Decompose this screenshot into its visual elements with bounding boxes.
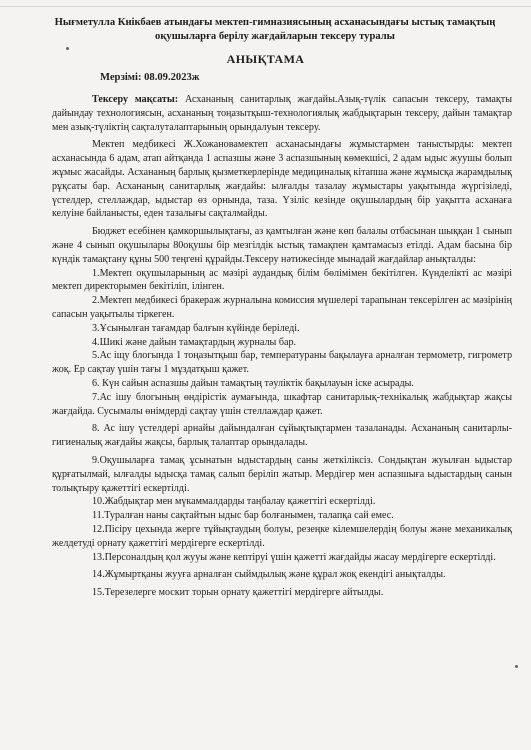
finding-item: 3.Ұсынылған тағамдар балғын күйінде беріледі. [92, 322, 300, 334]
purpose-paragraph [52, 93, 512, 134]
finding-item: 11.Туралған наны сақтайтын ыдыс бар болғанымен, талапқа сай емес. [92, 510, 394, 522]
purpose-text: Асхананың санитарлық жағдайы.Азық-түлік сапасын тексеру, тамақты дайындау технологиясын, асхананың тоңазытқыш-технологиялық жабдықтарын тексеру, дайын тамақтар мен азық-түліктің сақталуталаптарының орындалуын тексеру. [52, 94, 512, 133]
finding-item: 6. Күн сайын аспазшы дайын тамақтың тәуліктік бақылауын іске асырады. [92, 377, 414, 389]
finding-item: 10.Жабдықтар мен мүкаммалдарды таңбалау қажеттігі ескертілді. [92, 496, 376, 508]
header-title: Нығметулла Кнікбаев атындағы мектеп-гимназиясының асханасындағы ыстық тамақтың оқушыларға берілу жағдайларын тексеру туралы [54, 17, 496, 42]
document-body [52, 93, 512, 600]
finding-item: 7.Ас ішу блогының өндірістік аумағында, шкафтар санитарлық-технікалық жабдықтар жақсы жағдайда. Сусымалы өнімдерді сақтау үшін стеллаждар қажет. [52, 391, 512, 417]
finding-item: 2.Мектеп медбикесі бракераж журналына комиссия мүшелері тарапынан тексерілген ас мәзірінің сапасын уақытылы тіркеген. [52, 295, 512, 320]
finding-item: 4.Шикі және дайын тамақтардың журналы бар. [92, 336, 297, 348]
finding-item: 13.Персоналдың қол жууы және кептіруі үшін қажетті жағдайды жасау мердігерге ескертілді. [92, 551, 496, 563]
finding-item: 1.Мектеп оқушыларының ас мәзірі аудандық білім бөлімімен бекітілген. Күнделікті ас мәзірі мектеп директорымен бекітіліп, ілінген. [52, 267, 512, 293]
document-title: АНЫҚТАМА [226, 52, 305, 66]
scan-speck [515, 665, 518, 668]
finding-item: 5.Ас іщу блогында 1 тоңазытқыш бар, температураны бақылауға арналған термометр, гигрометр жоқ. Ер сақтау үшін тағы 1 мұздатқыш қажет. [52, 350, 512, 376]
budget-paragraph: Бюджет есебінен қамкоршылықтағы, аз қамтылған және көп балалы отбасынан шыққан 1 сынып және 4 сынып оқушылары 80оқушы бір мезгілдік ыстық тамақпен қамтамасыз етілді. Адам басына бір күндік тамақтану құны 500 теңгені құрайды.Тексеру нәтижесінде мынадай жағдайлар анықталды: [52, 226, 512, 265]
scan-edge [0, 6, 531, 7]
staff-paragraph: Мектеп медбикесі Ж.Хожановамектеп асханасындағы жұмыстармен таныстырды: мектеп асханасында 6 адам, атап айтқанда 1 аспазшы және 3 аспазшының көмекшісі, 2 адам ыдыс жуушы болып жұмыс жасайды. Асхананың барлық қызметкерлерінде медициналық кітапша және жұмысқа жарамдылық рұқсаты бар. Асхананың санитарлық жағдайы: ылғалды тазалау жұмыстары уақытында жүргізіледі, үстелдер, стеллаждар, ыдыстар өз орнында, таза. Үзіліс кезінде оқушылардың бір уақытта асханаға келуіне байланысты, еден тазалығы сақталмайды. [52, 139, 512, 220]
finding-item: 12.Пісіру цехында жерге тұйықтаудың болуы, резеңке кілемшелердің болуы және механикалық желдетуді орнату қажеттігі мердігерге ескертілді. [52, 523, 512, 549]
finding-item: 8. Ас ішу үстелдері арнайы дайындалған сұйықтықтармен тазаланады. Асхананың санитарлы-гигиеналық жағдайы жақсы, барлық талаптар орындалады. [52, 423, 512, 449]
finding-item: 9.Оқушыларға тамақ ұсынатын ыдыстардың саны жеткіліксіз. Сондықтан жуылған ыдыстар құрғатылмай, ылғалды ыдысқа тамақ салып беріліп жатыр. Мердігер мен аспазшыға ыдыстардың санын толықтыру қажеттігі ескертілді. [52, 454, 512, 494]
date-line: Мерзімі: 08.09.2023ж [100, 72, 200, 83]
finding-item: 14.Жұмыртқаны жууға арналған сыймдылық және құрал жоқ екендігі анықталды. [92, 569, 446, 581]
purpose-label: Тексеру мақсаты: [92, 94, 179, 105]
finding-item: 15.Терезелерге москит торын орнату қажеттігі мердігерге айтылды. [92, 587, 384, 599]
scan-speck [66, 47, 69, 50]
